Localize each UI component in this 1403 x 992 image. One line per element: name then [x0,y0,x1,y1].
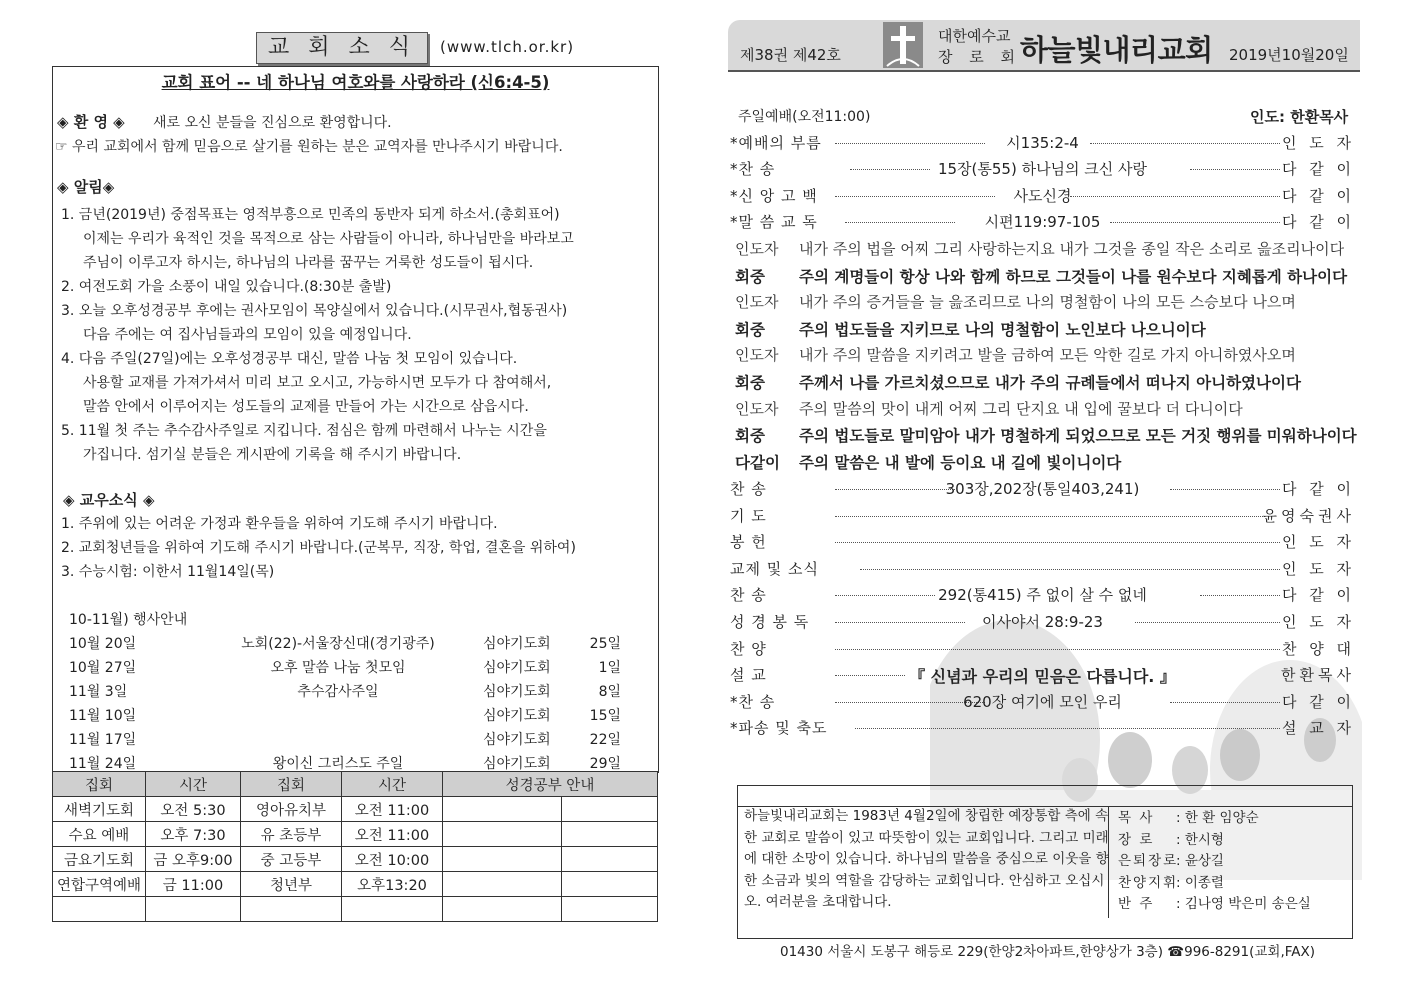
worship-order-row [730,558,1355,582]
order-content: 『 신념과 우리의 믿음은 다릅니다. 』 [909,667,1176,687]
dot-leader [1110,222,1280,223]
schedule-cell: 중 고등부 [241,847,342,872]
bible-study-cell [562,822,658,847]
staff-name: : 한 환 임양순 [1176,810,1259,826]
reader-role: 회중 [735,374,765,392]
order-performer: 인 도 자 [1281,559,1355,578]
bible-study-cell [443,822,562,847]
bible-study-cell [443,797,562,822]
event-date: 11월 24일 [69,756,137,772]
order-label: 찬 양 [730,639,767,658]
notice-line: 말씀 안에서 이루어지는 성도들의 교제를 만들어 가는 시간으로 삼읍시다. [83,399,529,415]
notice-line: 다음 주에는 여 집사님들과의 모임이 있을 예정입니다. [83,327,412,343]
order-performer: 인 도 자 [1281,613,1355,631]
event-row [53,729,658,751]
dot-leader [835,542,1280,543]
reading-text: 주의 말씀의 맛이 내게 어찌 그리 단지요 내 입에 꿀보다 더 다니이다 [799,399,1243,418]
schedule-cell: 영아유치부 [241,797,342,822]
event-date: 10월 27일 [69,660,137,676]
schedule-cell [146,897,241,922]
order-label: 봉 헌 [730,533,767,552]
cross-logo-icon [883,22,923,68]
schedule-cell: 금요기도회 [53,847,146,872]
reading-text: 내가 주의 법을 어찌 그리 사랑하는지요 내가 그것을 종일 작은 소리로 읊조리나이다 [799,240,1345,258]
staff-role: 은퇴장로 [1118,853,1179,869]
order-performer: 인 도 자 [1281,533,1355,552]
welcome-heading: ◈ 환 영 ◈ [57,113,125,131]
reader-role: 회중 [735,427,765,446]
notice-line: 2. 여전도회 가을 소풍이 내일 있습니다.(8:30분 출발) [61,279,392,295]
order-label: *찬 송 [730,692,776,711]
denomination-line2: 장 로 회 [938,48,1022,66]
schedule-cell: 새벽기도회 [53,797,146,822]
schedule-cell: 오전 5:30 [146,797,241,822]
prayer-line: 3. 수능시험: 이한서 11월14일(목) [61,564,275,580]
order-label: 설 교 [730,666,767,685]
order-label: 찬 송 [730,480,767,498]
order-performer: 다 같 이 [1281,160,1355,178]
event-prayer: 심야기도회 [483,732,551,748]
schedule-cell: 오전 11:00 [342,822,443,847]
schedule-header: 집회 [241,772,342,797]
order-performer: 설 교 자 [1281,719,1355,738]
order-content: 이사야서 28:9-23 [982,613,1103,631]
worship-order-row [730,211,1355,235]
service-leader: 인도: 한환목사 [1250,108,1349,126]
worship-order-row [730,478,1355,502]
prayer-line: 1. 주위에 있는 어려운 가정과 환우들을 위하여 기도해 주시기 바랍니다. [61,516,498,532]
schedule-header: 성경공부 안내 [443,772,658,797]
staff-role: 반 주 [1118,896,1155,912]
staff-name: : 김나영 박은미 송은실 [1176,896,1311,912]
order-label: 교제 및 소식 [730,559,819,578]
schedule-header: 집회 [53,772,146,797]
worship-order-row [730,185,1355,209]
worship-order-row [730,638,1355,662]
staff-row [1118,892,1311,912]
event-prayer: 심야기도회 [483,756,551,772]
service-title: 주일예배(오전11:00) [738,109,871,125]
staff-name: : 한시형 [1176,831,1224,848]
notice-line: 이제는 우리가 육적인 것을 목적으로 삼는 사람들이 아니라, 하나님만을 바라보고 [83,231,574,247]
bible-study-cell [562,872,658,897]
schedule-header-row [53,772,658,797]
events-title: 10-11월) 행사안내 [69,612,188,628]
order-label: *말 씀 교 독 [730,213,818,231]
order-content: 303장,202장(통일403,241) [945,480,1140,498]
schedule-row [53,872,658,897]
church-intro: 하늘빛내리교회는 1983년 4월2일에 창립한 예장통합 측에 속한 교회로 말씀이 있고 따뜻함이 있는 교회입니다. 그리고 미래에 대한 소망이 있습니다. 하나님의 말씀을 중심으로 이웃을 향한 소금과 빛의 역할을 감당하는 교회입니다. 안심하고 오십시오. 여러분을 초대합니다. [744,808,1109,910]
bible-study-cell [562,797,658,822]
schedule-cell [241,897,342,922]
order-label: *예배의 부름 [730,134,822,152]
notice-line: 사용할 교재를 가져가셔서 미리 보고 오시고, 가능하시면 모두가 다 참여해서, [83,375,552,391]
welcome-note: ☞ 우리 교회에서 함께 믿음으로 살기를 원하는 분은 교역자를 만나주시기 바랍니다. [55,139,563,155]
event-row [53,681,658,703]
worship-order-row [730,158,1355,182]
order-performer: 다 같 이 [1281,692,1355,711]
schedule-cell: 오전 11:00 [342,797,443,822]
reader-role: 회중 [735,267,765,286]
notice-line: 주님이 이루고자 하시는, 하나님의 나라를 꿈꾸는 거룩한 성도들이 됩시다. [83,255,534,271]
schedule-cell: 오전 10:00 [342,847,443,872]
dot-leader [1090,143,1280,144]
dot-leader [1070,196,1280,197]
event-name: 왕이신 그리스도 주일 [272,756,404,772]
event-row [53,705,658,727]
worship-order-row [730,505,1355,529]
event-day: 8일 [598,684,621,700]
dot-leader [860,569,1280,570]
reading-text: 내가 주의 말씀을 지키려고 발을 금하여 모든 악한 길로 가지 아니하였사오며 [799,346,1296,365]
schedule-cell: 금 11:00 [146,872,241,897]
schedule-row [53,897,658,922]
notice-line: 5. 11월 첫 주는 추수감사주일로 지킵니다. 점심은 함께 마련해서 나누는 시간을 [61,423,547,439]
dot-leader [1135,622,1280,623]
order-content: 사도신경 [1013,187,1072,205]
staff-row [1118,871,1224,891]
order-content: 292(통415) 주 없이 살 수 없네 [938,586,1147,605]
schedule-cell [342,897,443,922]
event-date: 10월 20일 [69,636,137,652]
news-title: 교 회 소 식 [256,32,428,64]
reading-text: 주의 법도들로 말미암아 내가 명철하게 되었으므로 모든 거짓 행위를 미워하나이다 [799,427,1357,446]
staff-row [1118,849,1224,869]
reading-text: 주의 계명들이 항상 나와 함께 하므로 그것들이 나를 원수보다 지혜롭게 하나이다 [799,267,1348,286]
order-content: 620장 여기에 모인 우리 [963,692,1122,711]
order-performer: 다 같 이 [1281,480,1355,498]
staff-name: : 이종렬 [1176,874,1224,891]
issue-date: 2019년10월20일 [1229,46,1349,64]
order-performer: 다 같 이 [1281,213,1355,231]
event-name: 오후 말씀 나눔 첫모임 [270,660,406,676]
order-performer: 인 도 자 [1281,134,1355,152]
schedule-row [53,797,658,822]
event-date: 11월 3일 [69,684,128,700]
order-performer: 찬 양 대 [1281,639,1355,658]
staff-role: 장 로 [1118,831,1155,848]
church-address: 01430 서울시 도봉구 해등로 229(한양2차아파트,한양상가 3층) ☎996-8291(교회,FAX) [780,944,1316,960]
reader-role: 인도자 [735,346,779,365]
schedule-row [53,847,658,872]
worship-order-row [730,132,1355,156]
worship-order-row [730,611,1355,635]
notice-line: 1. 금년(2019년) 중점목표는 영적부흥으로 민족의 동반자 되게 하소서.(총회표어) [61,207,560,223]
staff-row [1118,828,1224,848]
notice-heading: ◈ 알림◈ [57,178,115,196]
order-label: *찬 송 [730,160,776,178]
reader-role: 인도자 [735,240,779,258]
order-performer: 다 같 이 [1281,187,1355,205]
staff-role: 목 사 [1118,810,1155,826]
schedule-cell: 수요 예배 [53,822,146,847]
schedule-cell: 금 오후9:00 [146,847,241,872]
order-label: *파송 및 축도 [730,719,828,738]
event-day: 29일 [589,756,621,772]
schedule-cell: 청년부 [241,872,342,897]
schedule-table [52,771,658,922]
schedule-header: 시간 [342,772,443,797]
schedule-cell: 오후13:20 [342,872,443,897]
worship-order-row [730,691,1355,715]
order-label: 성 경 봉 독 [730,613,810,631]
bible-study-cell [443,872,562,897]
website-link[interactable]: (www.tlch.or.kr) [440,38,575,56]
dot-leader [1170,489,1280,490]
dot-leader [1170,702,1280,703]
event-prayer: 심야기도회 [483,660,551,676]
event-day: 1일 [598,660,621,676]
staff-role: 찬양지휘 [1118,874,1179,891]
schedule-cell: 유 초등부 [241,822,342,847]
event-prayer: 심야기도회 [483,708,551,724]
volume-number: 제38권 제42호 [740,46,841,64]
church-motto: 교회 표어 -- 네 하나님 여호와를 사랑하라 (신6:4-5) [161,73,550,92]
order-label: *신 앙 고 백 [730,187,818,205]
event-prayer: 심야기도회 [483,684,551,700]
order-label: 기 도 [730,506,767,525]
dot-leader [855,728,1280,729]
news-box [52,66,659,773]
event-date: 11월 10일 [69,708,137,724]
order-performer: 다 같 이 [1281,586,1355,605]
event-name: 추수감사주일 [297,684,379,700]
dot-leader [835,516,1265,517]
denomination-line1: 대한예수교 [938,27,1011,45]
bible-study-cell [443,897,562,922]
worship-order-row [730,584,1355,608]
reading-text: 주의 말씀은 내 발에 등이요 내 길에 빛이니이다 [799,453,1122,472]
church-name: 하늘빛내리교회 [1020,33,1213,67]
order-content: 시편119:97-105 [984,213,1101,231]
prayer-heading: ◈ 교우소식 ◈ [63,491,155,509]
bible-study-cell [443,847,562,872]
notice-line: 가집니다. 섬기실 분들은 게시판에 기록을 해 주시기 바랍니다. [83,447,462,463]
staff-row [1118,806,1259,826]
worship-order-row [730,664,1355,688]
reader-role: 다같이 [735,453,780,472]
bible-study-cell [562,847,658,872]
worship-order-row [730,531,1355,555]
event-name: 노회(22)-서울장신대(경기광주) [241,636,435,652]
prayer-line: 2. 교회청년들을 위하여 기도해 주시기 바랍니다.(군복무, 직장, 학업, 결혼을 위하여) [61,540,576,556]
order-content: 시135:2-4 [1006,134,1079,152]
notice-line: 4. 다음 주일(27일)에는 오후성경공부 대신, 말씀 나눔 첫 모임이 있습니다. [61,351,518,367]
reader-role: 회중 [735,320,765,339]
event-day: 22일 [589,732,621,748]
dot-leader [835,649,1280,650]
event-day: 25일 [589,636,621,652]
bible-study-cell [562,897,658,922]
reader-role: 인도자 [735,399,779,418]
order-label: 찬 송 [730,586,767,605]
notice-line: 3. 오늘 오후성경공부 후에는 권사모임이 목양실에서 있습니다.(시무권사,협동권사) [61,303,568,319]
dot-leader [1200,595,1280,596]
reader-role: 인도자 [735,293,779,312]
church-info-box [737,785,1353,939]
event-row [53,657,658,679]
worship-order-row [730,717,1355,741]
schedule-cell: 오후 7:30 [146,822,241,847]
reading-text: 내가 주의 증거들을 늘 읊조리므로 나의 명철함이 나의 모든 스승보다 나으며 [799,293,1296,312]
schedule-cell [53,897,146,922]
reading-text: 주께서 나를 가르치셨으므로 내가 주의 규례들에서 떠나지 아니하였나이다 [799,374,1301,392]
order-content: 15장(통55) 하나님의 크신 사랑 [937,160,1148,178]
dot-leader [1190,169,1280,170]
event-prayer: 심야기도회 [483,636,551,652]
order-performer: 윤영숙권사 [1262,506,1355,525]
event-row [53,633,658,655]
event-day: 15일 [589,708,621,724]
staff-name: : 윤상길 [1176,853,1224,869]
schedule-cell: 연합구역예배 [53,872,146,897]
reading-text: 주의 법도들을 지키므로 나의 명철함이 노인보다 나으니이다 [799,320,1206,339]
schedule-header: 시간 [146,772,241,797]
event-date: 11월 17일 [69,732,137,748]
schedule-row [53,822,658,847]
order-performer: 한환목사 [1281,666,1355,685]
welcome-text: 새로 오신 분들을 진심으로 환영합니다. [153,115,392,131]
